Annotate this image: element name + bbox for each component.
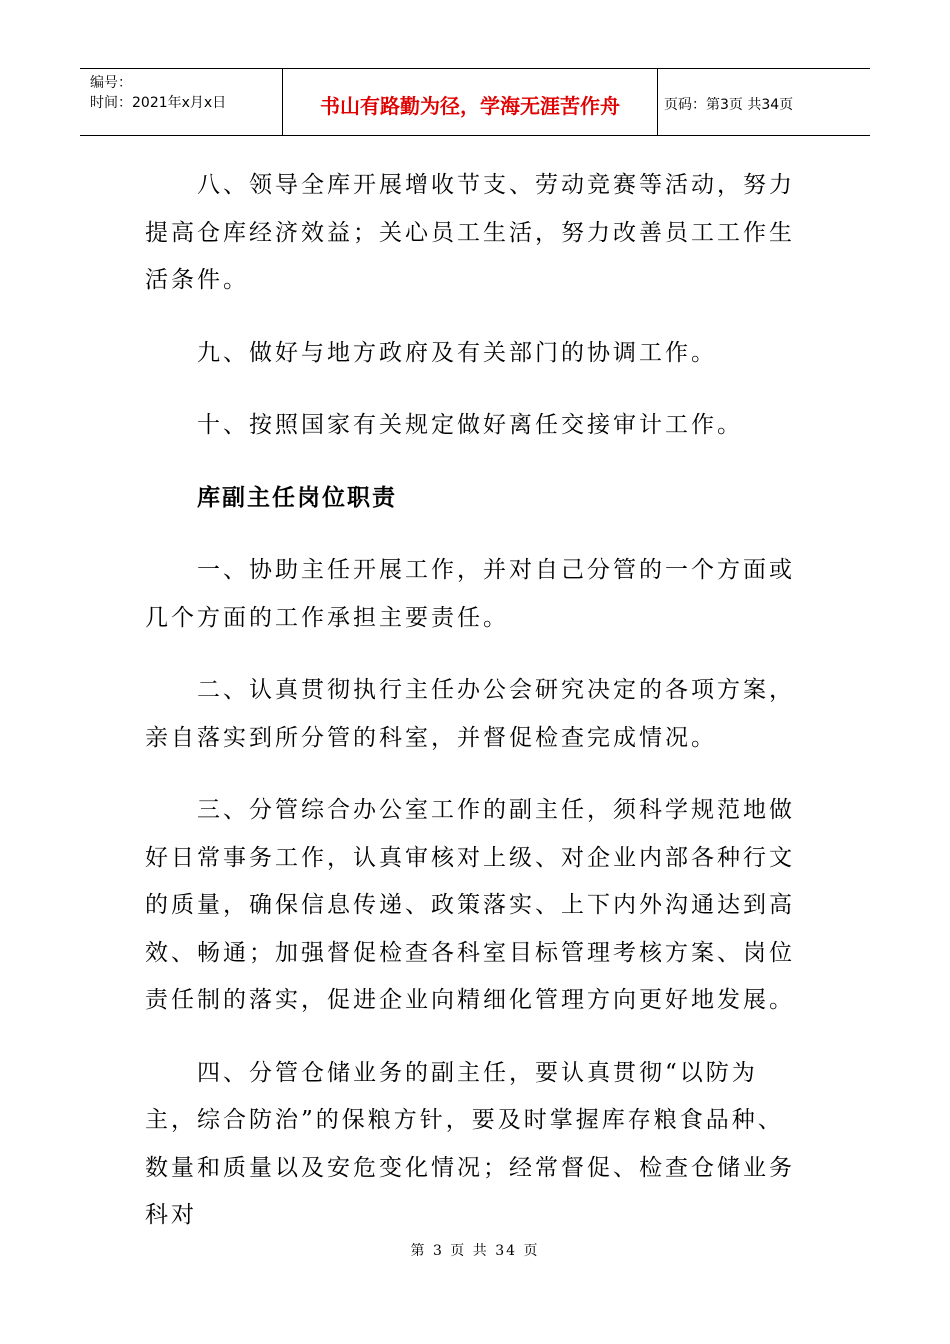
header-page-info: 页码：第3页 共34页 xyxy=(664,97,794,113)
page-header xyxy=(80,68,870,136)
section-title: 库副主任岗位职责 xyxy=(197,484,397,511)
page-footer: 第 3 页 共 34 页 xyxy=(410,1243,540,1259)
document-body xyxy=(145,162,805,1265)
paragraph: 一、协助主任开展工作，并对自己分管的一个方面或几个方面的工作承担主要责任。 xyxy=(145,557,795,631)
header-meta xyxy=(80,69,283,135)
doc-number-label: 编号： xyxy=(90,75,132,91)
doc-date-label: 时间：2021年x月x日 xyxy=(90,95,227,111)
paragraph: 十、按照国家有关规定做好离任交接审计工作。 xyxy=(197,412,743,438)
paragraph: 八、领导全库开展增收节支、劳动竞赛等活动，努力提高仓库经济效益；关心员工生活，努力改善员工工作生活条件。 xyxy=(145,172,795,293)
paragraph: 三、分管综合办公室工作的副主任，须科学规范地做好日常事务工作，认真审核对上级、对企业内部各种行文的质量，确保信息传递、政策落实、上下内外沟通达到高效、畅通；加强督促检查各科室目标管理考核方案、岗位责任制的落实，促进企业向精细化管理方向更好地发展。 xyxy=(145,797,795,1013)
paragraph: 二、认真贯彻执行主任办公会研究决定的各项方案，亲自落实到所分管的科室，并督促检查完成情况。 xyxy=(145,677,795,751)
paragraph: 九、做好与地方政府及有关部门的协调工作。 xyxy=(197,339,717,366)
header-motto: 书山有路勤为径，学海无涯苦作舟 xyxy=(283,69,658,135)
paragraph: 四、分管仓储业务的副主任，要认真贯彻“以防为主，综合防治”的保粮方针，要及时掌握库存粮食品种、数量和质量以及安危变化情况；经常督促、检查仓储业务科对 xyxy=(145,1059,795,1228)
